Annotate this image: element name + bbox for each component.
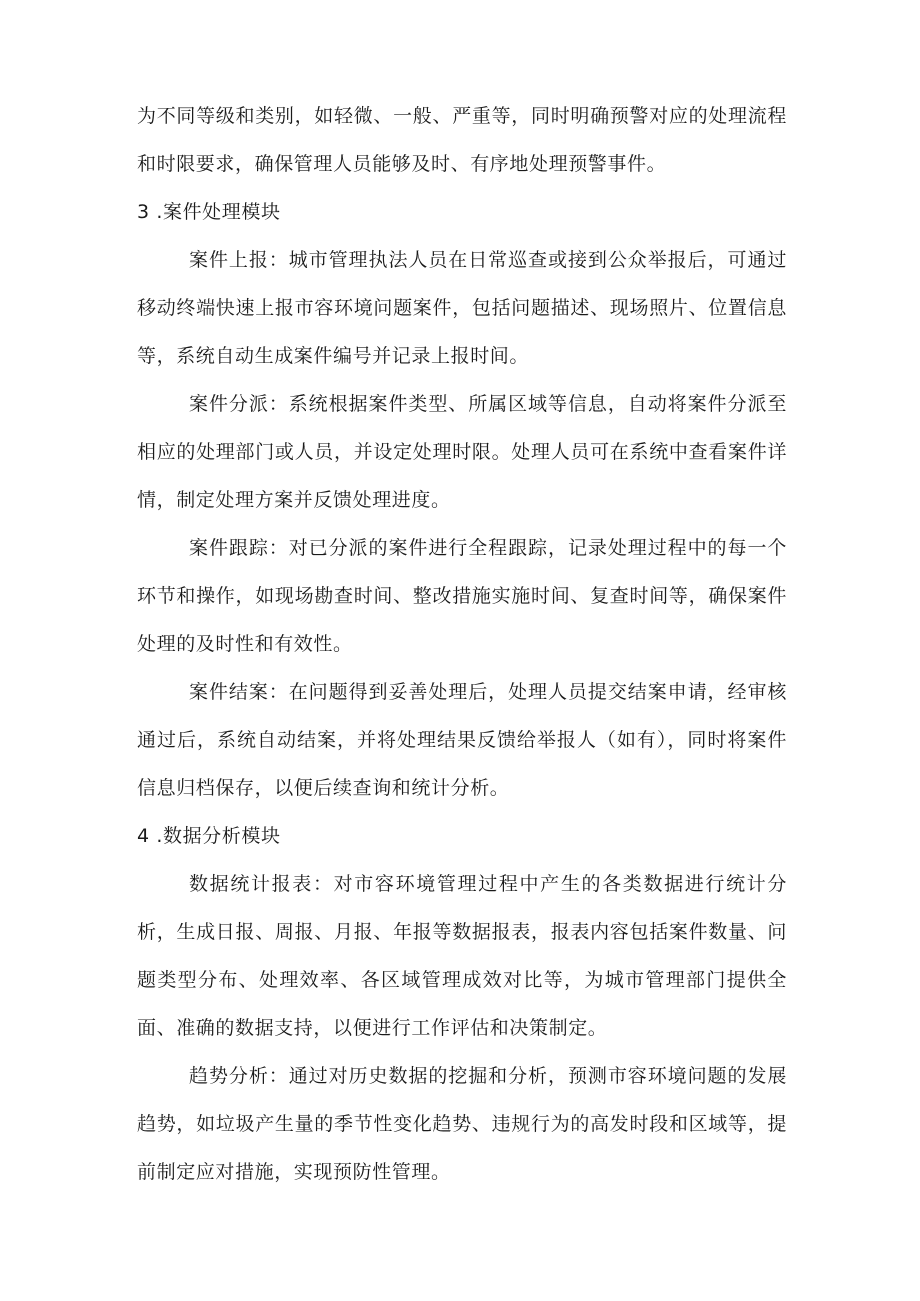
- section-heading-data-analysis: 4 .数据分析模块: [137, 825, 281, 847]
- paragraph-case-assignment: 案件分派：系统根据案件类型、所属区域等信息，自动将案件分派至相应的处理部门或人员，并设定处理时限。处理人员可在系统中查看案件详情，制定处理方案并反馈处理进度。: [137, 393, 787, 511]
- document-body: [137, 92, 787, 1196]
- section-heading-case-handling: 3 .案件处理模块: [137, 201, 281, 223]
- paragraph-case-reporting: 案件上报：城市管理执法人员在日常巡查或接到公众举报后，可通过移动终端快速上报市容环境问题案件，包括问题描述、现场照片、位置信息等，系统自动生成案件编号并记录上报时间。: [137, 249, 787, 367]
- continuation-paragraph: 为不同等级和类别，如轻微、一般、严重等，同时明确预警对应的处理流程和时限要求，确保管理人员能够及时、有序地处理预警事件。: [137, 105, 787, 175]
- paragraph-statistics-reports: 数据统计报表：对市容环境管理过程中产生的各类数据进行统计分析，生成日报、周报、月报、年报等数据报表，报表内容包括案件数量、问题类型分布、处理效率、各区域管理成效对比等，为城市管理部门提供全面、准确的数据支持，以便进行工作评估和决策制定。: [137, 873, 787, 1039]
- paragraph-case-closing: 案件结案：在问题得到妥善处理后，处理人员提交结案申请，经审核通过后，系统自动结案，并将处理结果反馈给举报人（如有），同时将案件信息归档保存，以便后续查询和统计分析。: [137, 681, 787, 799]
- paragraph-trend-analysis: 趋势分析：通过对历史数据的挖掘和分析，预测市容环境问题的发展趋势，如垃圾产生量的季节性变化趋势、违规行为的高发时段和区域等，提前制定应对措施，实现预防性管理。: [137, 1065, 787, 1183]
- paragraph-case-tracking: 案件跟踪：对已分派的案件进行全程跟踪，记录处理过程中的每一个环节和操作，如现场勘查时间、整改措施实施时间、复查时间等，确保案件处理的及时性和有效性。: [137, 537, 787, 655]
